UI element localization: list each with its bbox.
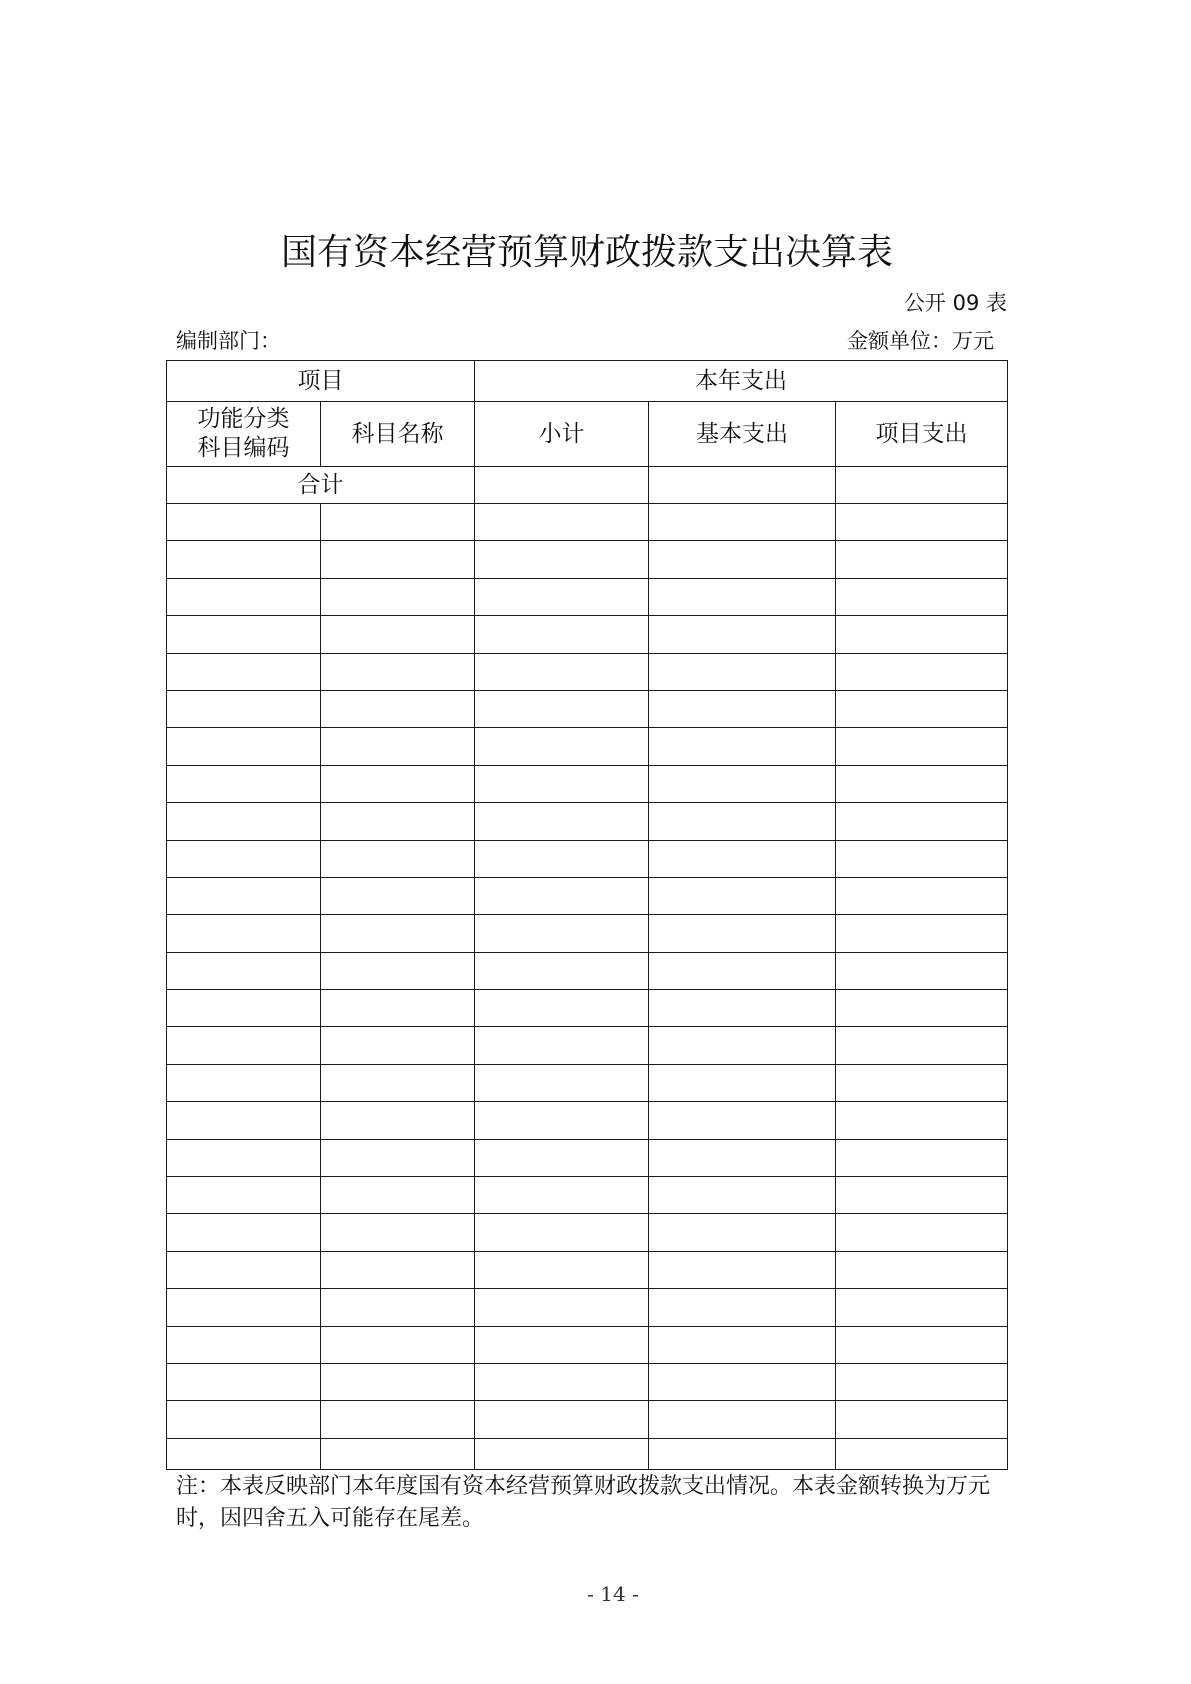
code-cell	[167, 690, 321, 727]
project-cell	[836, 1326, 1008, 1363]
unit-label: 金额单位：万元	[847, 329, 994, 353]
basic-cell	[649, 840, 836, 877]
subtotal-cell	[475, 1401, 649, 1438]
total-basic-cell	[649, 467, 836, 504]
name-cell	[321, 877, 475, 914]
subtotal-cell	[475, 504, 649, 541]
basic-cell	[649, 952, 836, 989]
subtotal-cell	[475, 803, 649, 840]
header-function-code-line-2: 科目编码	[197, 435, 290, 461]
name-cell	[321, 504, 475, 541]
subtotal-cell	[475, 578, 649, 615]
name-cell	[321, 915, 475, 952]
project-cell	[836, 990, 1008, 1027]
project-cell	[836, 1251, 1008, 1288]
project-cell	[836, 765, 1008, 802]
project-cell	[836, 1363, 1008, 1400]
basic-cell	[649, 653, 836, 690]
header-subtotal: 小计	[475, 402, 649, 467]
project-cell	[836, 1102, 1008, 1139]
name-cell	[321, 578, 475, 615]
name-cell	[321, 1139, 475, 1176]
basic-cell	[649, 1438, 836, 1469]
table-row	[167, 877, 1008, 914]
code-cell	[167, 653, 321, 690]
table-row	[167, 653, 1008, 690]
code-cell	[167, 915, 321, 952]
basic-cell	[649, 1363, 836, 1400]
subtotal-cell	[475, 915, 649, 952]
project-cell	[836, 728, 1008, 765]
subtotal-cell	[475, 1139, 649, 1176]
basic-cell	[649, 1251, 836, 1288]
note-line-1: 注：本表反映部门本年度国有资本经营预算财政拨款支出情况。本表金额转换为万元	[176, 1474, 991, 1499]
name-cell	[321, 541, 475, 578]
name-cell	[321, 690, 475, 727]
project-cell	[836, 803, 1008, 840]
name-cell	[321, 1064, 475, 1101]
code-cell	[167, 578, 321, 615]
name-cell	[321, 1177, 475, 1214]
subtotal-cell	[475, 616, 649, 653]
code-cell	[167, 616, 321, 653]
name-cell	[321, 1214, 475, 1251]
table-row	[167, 1289, 1008, 1326]
expenditure-table	[166, 360, 1008, 1470]
basic-cell	[649, 728, 836, 765]
code-cell	[167, 504, 321, 541]
table-row	[167, 541, 1008, 578]
total-subtotal-cell	[475, 467, 649, 504]
table-row	[167, 765, 1008, 802]
table-row	[167, 1326, 1008, 1363]
table-row	[167, 803, 1008, 840]
code-cell	[167, 990, 321, 1027]
project-cell	[836, 840, 1008, 877]
project-cell	[836, 1401, 1008, 1438]
table-row	[167, 504, 1008, 541]
table-row	[167, 1438, 1008, 1469]
subtotal-cell	[475, 653, 649, 690]
project-cell	[836, 578, 1008, 615]
basic-cell	[649, 915, 836, 952]
project-cell	[836, 690, 1008, 727]
header-item: 项目	[167, 361, 475, 402]
table-row	[167, 1177, 1008, 1214]
code-cell	[167, 1214, 321, 1251]
name-cell	[321, 1438, 475, 1469]
subtotal-cell	[475, 541, 649, 578]
subtotal-cell	[475, 1363, 649, 1400]
subtotal-cell	[475, 1177, 649, 1214]
header-project-expenditure: 项目支出	[836, 402, 1008, 467]
code-cell	[167, 803, 321, 840]
subtotal-cell	[475, 1326, 649, 1363]
subtotal-cell	[475, 1289, 649, 1326]
table-row	[167, 915, 1008, 952]
basic-cell	[649, 765, 836, 802]
name-cell	[321, 1326, 475, 1363]
basic-cell	[649, 1027, 836, 1064]
subtotal-cell	[475, 840, 649, 877]
project-cell	[836, 952, 1008, 989]
header-subject-name: 科目名称	[321, 402, 475, 467]
name-cell	[321, 653, 475, 690]
basic-cell	[649, 1064, 836, 1101]
total-project-cell	[836, 467, 1008, 504]
code-cell	[167, 541, 321, 578]
basic-cell	[649, 877, 836, 914]
basic-cell	[649, 541, 836, 578]
table-row	[167, 690, 1008, 727]
name-cell	[321, 990, 475, 1027]
name-cell	[321, 1027, 475, 1064]
page-number: - 14 -	[587, 1582, 639, 1606]
name-cell	[321, 616, 475, 653]
name-cell	[321, 1289, 475, 1326]
code-cell	[167, 728, 321, 765]
code-cell	[167, 840, 321, 877]
total-row	[167, 467, 1008, 504]
project-cell	[836, 1139, 1008, 1176]
basic-cell	[649, 578, 836, 615]
code-cell	[167, 1064, 321, 1101]
header-columns-row	[167, 402, 1008, 467]
subtotal-cell	[475, 877, 649, 914]
code-cell	[167, 1401, 321, 1438]
name-cell	[321, 840, 475, 877]
table-row	[167, 1251, 1008, 1288]
basic-cell	[649, 803, 836, 840]
name-cell	[321, 1251, 475, 1288]
code-cell	[167, 1326, 321, 1363]
project-cell	[836, 504, 1008, 541]
code-cell	[167, 1139, 321, 1176]
subtotal-cell	[475, 952, 649, 989]
basic-cell	[649, 1214, 836, 1251]
code-cell	[167, 1251, 321, 1288]
header-group-row	[167, 361, 1008, 402]
subtotal-cell	[475, 1251, 649, 1288]
code-cell	[167, 765, 321, 802]
basic-cell	[649, 1289, 836, 1326]
code-cell	[167, 952, 321, 989]
name-cell	[321, 1401, 475, 1438]
table-row	[167, 990, 1008, 1027]
subtotal-cell	[475, 1027, 649, 1064]
name-cell	[321, 1363, 475, 1400]
basic-cell	[649, 990, 836, 1027]
code-cell	[167, 877, 321, 914]
project-cell	[836, 653, 1008, 690]
project-cell	[836, 1438, 1008, 1469]
project-cell	[836, 1177, 1008, 1214]
table-row	[167, 616, 1008, 653]
name-cell	[321, 765, 475, 802]
page-title: 国有资本经营预算财政拨款支出决算表	[280, 232, 893, 273]
table-row	[167, 1363, 1008, 1400]
basic-cell	[649, 690, 836, 727]
name-cell	[321, 803, 475, 840]
code-cell	[167, 1289, 321, 1326]
project-cell	[836, 877, 1008, 914]
subtotal-cell	[475, 690, 649, 727]
department-label: 编制部门：	[176, 329, 281, 353]
table-row	[167, 1027, 1008, 1064]
table-row	[167, 1102, 1008, 1139]
code-cell	[167, 1177, 321, 1214]
basic-cell	[649, 1102, 836, 1139]
total-label: 合计	[167, 467, 475, 504]
table-row	[167, 578, 1008, 615]
subtotal-cell	[475, 765, 649, 802]
name-cell	[321, 1102, 475, 1139]
project-cell	[836, 1064, 1008, 1101]
header-current-year: 本年支出	[475, 361, 1008, 402]
header-function-code-line-1: 功能分类	[197, 406, 290, 432]
table-note	[176, 1471, 990, 1535]
header-basic-expenditure: 基本支出	[649, 402, 836, 467]
project-cell	[836, 1027, 1008, 1064]
project-cell	[836, 915, 1008, 952]
subtotal-cell	[475, 1102, 649, 1139]
basic-cell	[649, 504, 836, 541]
table-row	[167, 840, 1008, 877]
basic-cell	[649, 1401, 836, 1438]
code-cell	[167, 1363, 321, 1400]
subtotal-cell	[475, 1064, 649, 1101]
subtotal-cell	[475, 990, 649, 1027]
note-line-2: 时，因四舍五入可能存在尾差。	[176, 1506, 485, 1531]
subtotal-cell	[475, 1214, 649, 1251]
basic-cell	[649, 616, 836, 653]
code-cell	[167, 1102, 321, 1139]
code-cell	[167, 1438, 321, 1469]
table-row	[167, 1139, 1008, 1176]
code-cell	[167, 1027, 321, 1064]
table-row	[167, 952, 1008, 989]
subtotal-cell	[475, 1438, 649, 1469]
table-row	[167, 1214, 1008, 1251]
project-cell	[836, 541, 1008, 578]
project-cell	[836, 1214, 1008, 1251]
project-cell	[836, 616, 1008, 653]
header-function-code	[167, 402, 321, 467]
table-code: 公开 09 表	[903, 291, 1007, 315]
table-row	[167, 1401, 1008, 1438]
subtotal-cell	[475, 728, 649, 765]
table-row	[167, 728, 1008, 765]
project-cell	[836, 1289, 1008, 1326]
basic-cell	[649, 1177, 836, 1214]
basic-cell	[649, 1326, 836, 1363]
name-cell	[321, 952, 475, 989]
table-row	[167, 1064, 1008, 1101]
name-cell	[321, 728, 475, 765]
basic-cell	[649, 1139, 836, 1176]
